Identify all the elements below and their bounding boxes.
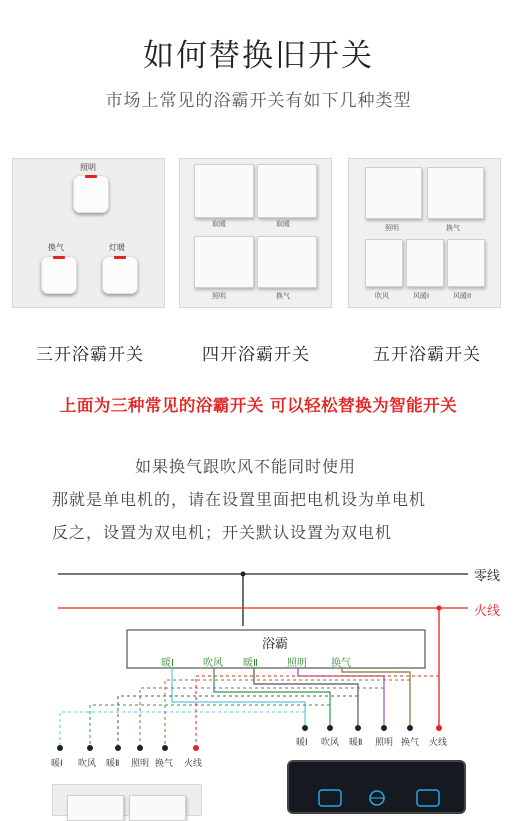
box-terminal-label: 吹风: [203, 658, 223, 669]
switch-key: [67, 795, 124, 821]
switch-key: [427, 167, 484, 219]
page-title: 如何替换旧开关: [143, 38, 374, 74]
indicator-led: [114, 256, 126, 259]
switch-key: [129, 795, 186, 821]
switch-key: [365, 167, 422, 219]
five-gang-switch-image: [348, 158, 501, 308]
switch-label: 取暖: [276, 220, 290, 228]
box-terminal-label: 暖Ⅰ: [161, 658, 174, 669]
switch-label: 风暖II: [453, 292, 472, 300]
switch-label: 照明: [80, 163, 96, 172]
five-gang-caption: 五开浴霸开关: [373, 345, 481, 365]
live-line-label: 火线: [474, 604, 501, 619]
left-terminal-label: 暖Ⅱ: [106, 759, 120, 769]
left-terminal-label: 暖Ⅰ: [51, 759, 63, 769]
old-switch-image: [52, 784, 202, 816]
switch-key: [406, 239, 444, 287]
switch-key: [257, 164, 317, 218]
switch-label: 换气: [48, 243, 64, 252]
bath-heater-box-title: 浴霸: [262, 637, 289, 652]
switch-label: 照明: [212, 292, 226, 300]
indicator-led: [85, 175, 97, 178]
right-terminal-label: 暖Ⅰ: [296, 738, 308, 748]
switch-key: [194, 236, 254, 288]
light-button: [73, 175, 109, 213]
switch-label: 换气: [276, 292, 290, 300]
compatibility-note: 上面为三种常见的浴霸开关 可以轻松替换为智能开关: [59, 396, 458, 415]
indicator-led: [53, 256, 65, 259]
left-terminal-label: 火线: [184, 759, 203, 769]
switch-key: [447, 239, 485, 287]
neutral-line-label: 零线: [474, 569, 501, 584]
motor-note-line2: 那就是单电机的，请在设置里面把电机设为单电机: [52, 490, 427, 509]
left-terminal-label: 照明: [131, 759, 150, 769]
right-terminal-label: 照明: [375, 738, 394, 748]
box-terminal-label: 照明: [287, 658, 307, 669]
three-gang-switch-image: [12, 158, 165, 308]
smart-switch-icons: [289, 762, 464, 812]
switch-label: 风暖I: [413, 292, 430, 300]
left-terminal-label: 换气: [155, 759, 174, 769]
motor-note-line3: 反之，设置为双电机；开关默认设置为双电机: [52, 523, 393, 542]
switch-label: 取暖: [212, 220, 226, 228]
switch-label: 吹风: [375, 292, 389, 300]
page-subtitle: 市场上常见的浴霸开关有如下几种类型: [105, 91, 412, 111]
three-gang-caption: 三开浴霸开关: [36, 345, 144, 365]
switch-key: [194, 164, 254, 218]
four-gang-caption: 四开浴霸开关: [202, 345, 310, 365]
four-gang-switch-image: [179, 158, 332, 308]
vent-button: [41, 256, 77, 294]
switch-label: 换气: [446, 224, 460, 232]
smart-switch-image: [287, 760, 466, 814]
lamp-warm-button: [102, 256, 138, 294]
motor-note-line1: 如果换气跟吹风不能同时使用: [135, 457, 357, 476]
right-terminal-label: 吹风: [321, 738, 340, 748]
right-terminal-label: 火线: [429, 738, 448, 748]
right-terminal-label: 暖Ⅱ: [349, 738, 363, 748]
left-terminal-label: 吹风: [78, 759, 97, 769]
box-terminal-label: 换气: [331, 658, 351, 669]
right-terminal-label: 换气: [401, 738, 420, 748]
switch-label: 照明: [385, 224, 399, 232]
switch-label: 灯暖: [109, 243, 125, 252]
switch-key: [257, 236, 317, 288]
switch-key: [365, 239, 403, 287]
box-terminal-label: 暖Ⅱ: [243, 658, 258, 669]
